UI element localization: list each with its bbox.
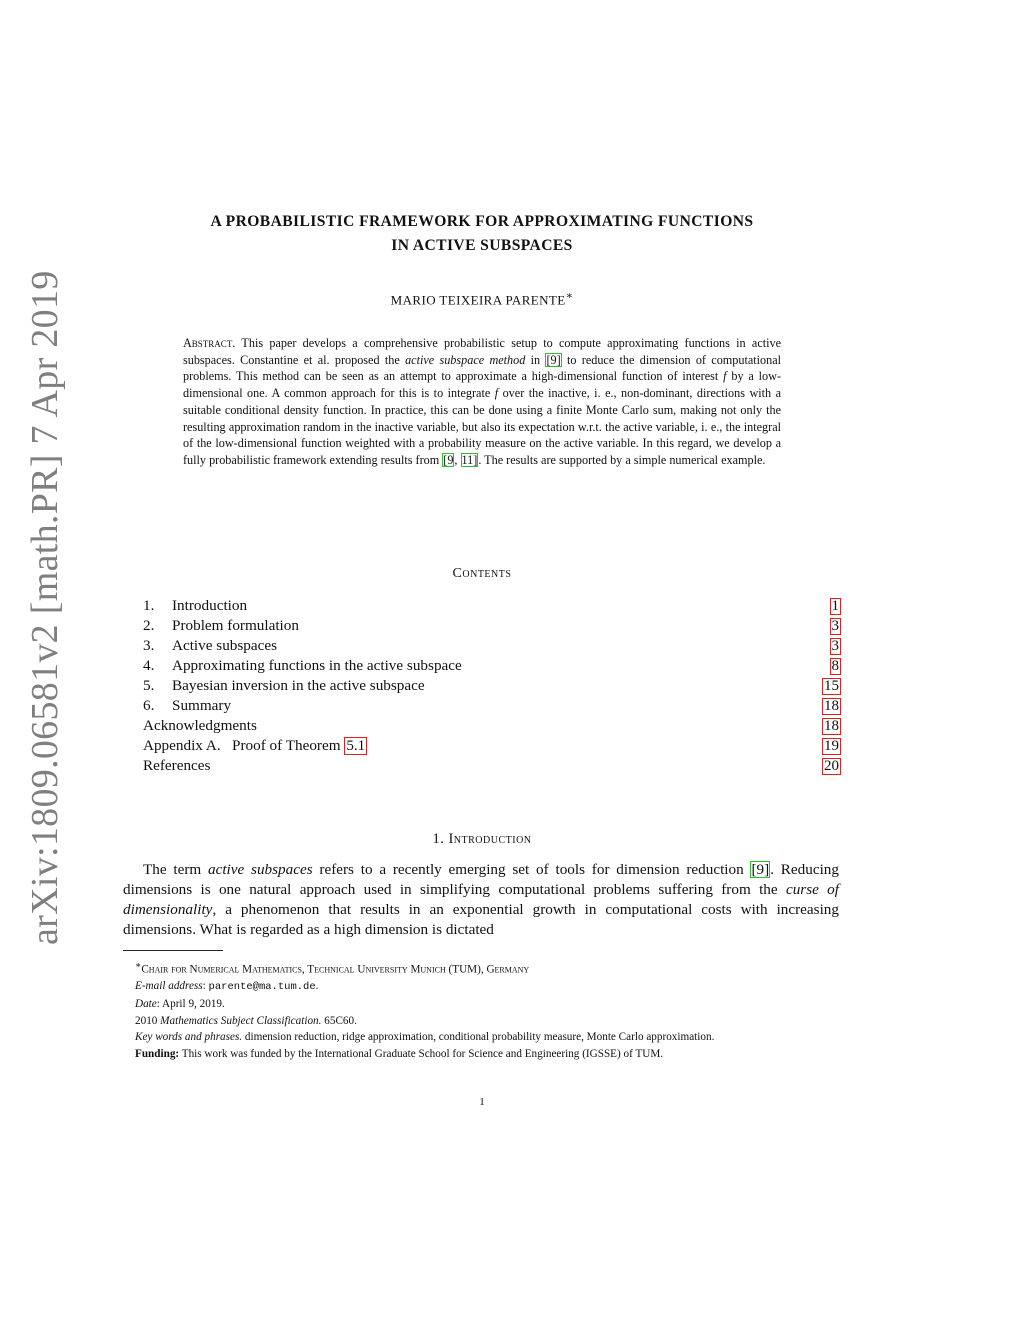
msc-value: 65C60. — [321, 1014, 357, 1027]
footnote-affiliation — [123, 958, 839, 978]
citation-link-9[interactable]: [9] — [751, 861, 770, 878]
title-line-2: IN ACTIVE SUBSPACES — [391, 237, 573, 254]
email-address[interactable]: parente@ma.tum.de — [208, 981, 316, 994]
affiliation-text: Chair for Numerical Mathematics, Technical University Munich (TUM), Germany — [141, 963, 530, 976]
toc-label — [143, 657, 462, 675]
toc-label — [143, 697, 231, 715]
toc-title: Appendix A. Proof of Theorem — [143, 737, 345, 754]
toc-entry[interactable] — [143, 756, 841, 776]
msc-year: 2010 — [135, 1014, 161, 1027]
toc-entry[interactable] — [143, 656, 841, 676]
toc-page-link[interactable]: 15 — [824, 677, 839, 694]
toc-label — [143, 757, 210, 775]
title-line-1: A PROBABILISTIC FRAMEWORK FOR APPROXIMATING FUNCTIONS — [210, 213, 754, 230]
toc-page-link[interactable]: 19 — [824, 737, 839, 754]
toc-page-link[interactable]: 18 — [824, 717, 839, 734]
toc-label — [143, 677, 425, 695]
date-value: : April 9, 2019. — [156, 997, 225, 1010]
footnote-email — [123, 978, 839, 996]
toc-entry[interactable] — [143, 736, 841, 756]
footnote-rule — [123, 950, 223, 951]
toc-page-link[interactable]: 18 — [824, 697, 839, 714]
toc-entry[interactable] — [143, 596, 841, 616]
toc-page-link[interactable]: 20 — [824, 757, 839, 774]
toc-title: Summary — [172, 697, 232, 714]
footnote-msc — [123, 1013, 839, 1030]
funding-text: This work was funded by the International Graduate School for Science and Engineering (IGSSE) of TUM. — [179, 1047, 664, 1060]
toc-number: 2. — [143, 617, 155, 634]
toc-page-link[interactable]: 3 — [831, 617, 839, 634]
toc-label — [143, 717, 257, 735]
body-text: refers to a recently emerging set of tools for dimension reduction — [312, 861, 751, 878]
author-text: MARIO TEIXEIRA PARENTE — [390, 292, 566, 308]
keywords-label: Key words and phrases. — [135, 1031, 243, 1044]
section-heading — [120, 831, 844, 848]
abstract-text: over the inactive, i. e., non-dominant, directions with a suitable conditional density function. In practice, this can be done using a finite Monte Carlo sum, making not only the resulting approximation random in the inactive variable, but also its expectation w.r.t. the active variable, i. e., the integral of the low-dimensional function weighted with a probability measure on the active variable. In this regard, we develop a fully probabilistic framework extending results from — [183, 386, 781, 467]
toc-title: Bayesian inversion in the active subspace — [172, 677, 425, 694]
abstract-paragraph — [183, 335, 781, 469]
msc-label: Mathematics Subject Classification. — [160, 1014, 322, 1027]
abstract-text: This paper develops a comprehensive probabilistic setup to compute approximating functions in active subspaces. Constantine et al. proposed the — [183, 336, 781, 367]
citation-link-11[interactable]: 11] — [461, 452, 478, 467]
toc-title: References — [143, 757, 211, 774]
abstract-emphasis: active subspace method — [405, 352, 526, 367]
citation-separator: , — [454, 452, 461, 467]
intro-paragraph — [123, 860, 839, 940]
section-title: Introduction — [448, 831, 532, 847]
footnote-funding — [123, 1046, 839, 1063]
toc-entry[interactable] — [143, 616, 841, 636]
toc-title: Approximating functions in the active subspace — [172, 657, 462, 674]
funding-label: Funding: — [135, 1047, 180, 1060]
contents-heading: Contents — [452, 566, 512, 581]
email-label: E-mail address — [135, 980, 203, 993]
math-variable-f: f — [494, 386, 499, 401]
footnotes — [123, 958, 839, 1062]
toc-number: 4. — [143, 657, 155, 674]
toc-number: 1. — [143, 597, 155, 614]
citation-link-9[interactable]: [9] — [546, 352, 561, 367]
toc-number: 6. — [143, 697, 155, 714]
body-text: . Reducing dimensions is one natural approach used in simplifying computational problems suffering from the — [123, 861, 839, 898]
table-of-contents — [143, 596, 841, 776]
body-text: , a phenomenon that results in an exponential growth in computational costs with increasing dimensions. What is regarded as a high dimension is dictated — [123, 901, 839, 938]
date-label: Date — [135, 997, 157, 1010]
toc-entry[interactable] — [143, 636, 841, 656]
author-footnote-mark: ∗ — [565, 290, 574, 302]
toc-page-link[interactable]: 8 — [831, 657, 839, 674]
arxiv-identifier: arXiv:1809.06581v2 [math.PR] 7 Apr 2019 — [24, 270, 66, 945]
toc-entry[interactable] — [143, 716, 841, 736]
citation-link-9[interactable]: [9 — [443, 452, 454, 467]
body-emphasis: active subspaces — [208, 861, 313, 878]
abstract-heading: Abstract. — [183, 336, 236, 350]
email-end: . — [315, 980, 319, 993]
toc-number: 3. — [143, 637, 155, 654]
toc-number: 5. — [143, 677, 155, 694]
toc-entry[interactable] — [143, 676, 841, 696]
footnote-date — [123, 996, 839, 1013]
toc-label — [143, 737, 367, 755]
theorem-ref-link[interactable]: 5.1 — [346, 738, 366, 754]
footnote-keywords — [123, 1029, 839, 1046]
math-variable-f: f — [723, 369, 727, 384]
abstract — [183, 335, 781, 469]
abstract-text: . The results are supported by a simple numerical example. — [478, 452, 766, 467]
toc-title: Problem formulation — [172, 617, 299, 634]
toc-entry[interactable] — [143, 696, 841, 716]
abstract-text: to reduce the dimension of computational problems. This method can be seen as an attempt to approximate a high-dimensional function of interest — [183, 352, 782, 384]
paper-title — [120, 210, 844, 258]
keywords-value: dimension reduction, ridge approximation, conditional probability measure, Monte Carlo approximation. — [242, 1031, 715, 1044]
toc-page-link[interactable]: 1 — [831, 597, 839, 614]
body-emphasis: curse of dimensionality — [123, 881, 839, 918]
toc-title: Acknowledgments — [143, 717, 257, 734]
toc-title: Active subspaces — [172, 637, 278, 654]
abstract-text: by a low-dimensional one. A common approach for this is to integrate — [183, 369, 782, 401]
toc-label — [143, 637, 277, 655]
body-text: The term — [143, 861, 208, 878]
author-name — [120, 289, 844, 308]
toc-title: Introduction — [172, 597, 248, 614]
abstract-text: in — [525, 352, 546, 367]
page-number: 1 — [479, 1096, 485, 1108]
toc-page-link[interactable]: 3 — [831, 637, 839, 654]
email-separator: : — [202, 980, 209, 993]
intro-body — [123, 860, 839, 940]
toc-label — [143, 617, 299, 635]
toc-label — [143, 597, 247, 615]
footnote-mark: ∗ — [135, 961, 142, 971]
section-number: 1. — [432, 831, 449, 847]
